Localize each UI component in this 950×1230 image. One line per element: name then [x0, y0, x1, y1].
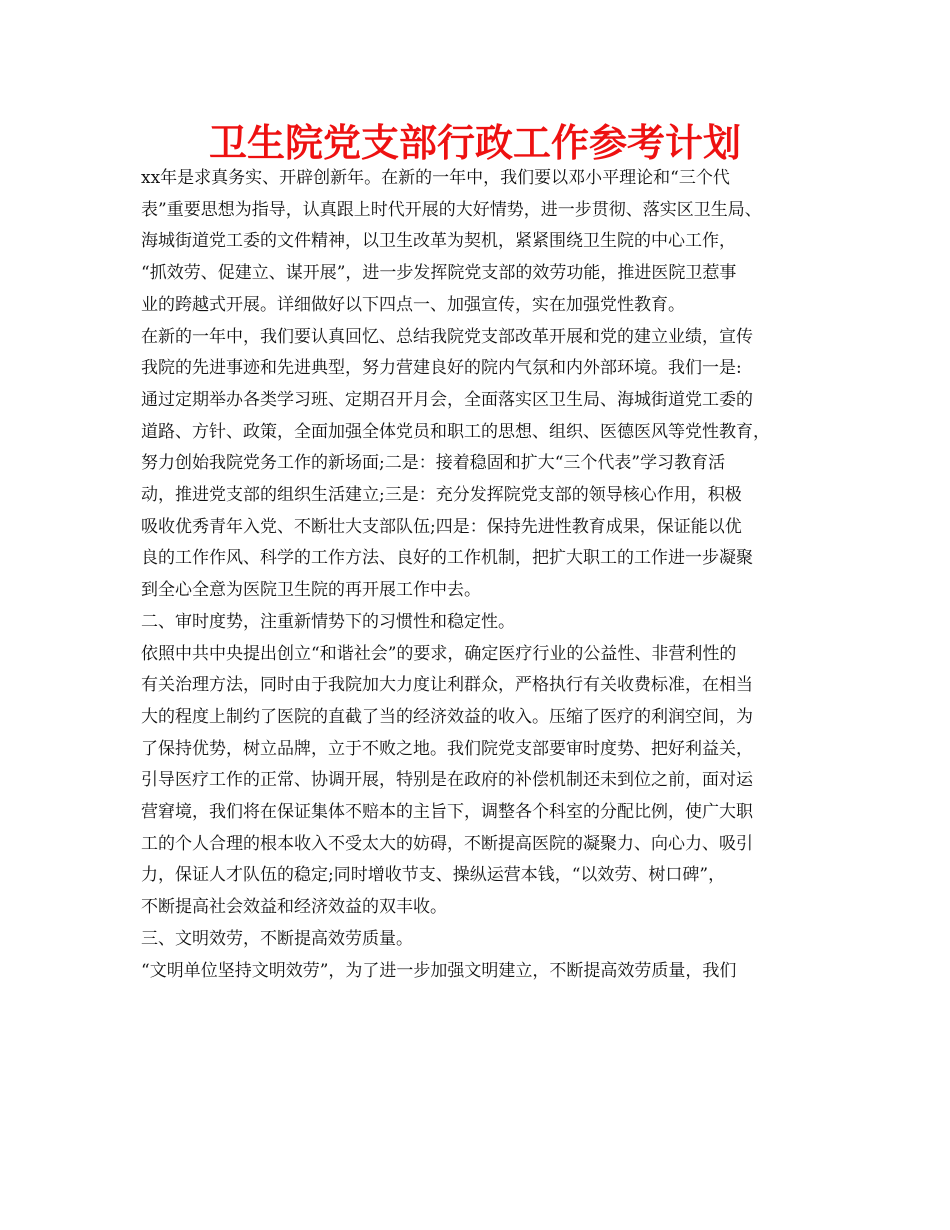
- paragraph-line: 表”重要思想为指导，认真跟上时代开展的大好情势，进一步贯彻、落实区卫生局、: [141, 199, 762, 220]
- paragraph-line: 到全心全意为医院卫生院的再开展工作中去。: [141, 580, 481, 601]
- paragraph-line: “抓效劳、促建立、谋开展”，进一步发挥院党支部的效劳功能，推进医院卫惹事: [141, 263, 737, 284]
- paragraph-line: “文明单位坚持文明效劳”，为了进一步加强文明建立，不断提高效劳质量，我们: [141, 960, 737, 981]
- paragraph-line: 道路、方针、政策，全面加强全体党员和职工的思想、组织、医德医风等党性教育，: [141, 421, 770, 442]
- paragraph-line: 努力创始我院党务工作的新场面;二是：接着稳固和扩大“三个代表”学习教育活: [141, 453, 726, 474]
- paragraph-line: 工的个人合理的根本收入不受太大的妨碍，不断提高医院的凝聚力、向心力、吸引: [141, 833, 753, 854]
- paragraph-line: 依照中共中央提出创立“和谐社会”的要求，确定医疗行业的公益性、非营利性的: [141, 643, 737, 664]
- paragraph-line: 了保持优势，树立品牌，立于不败之地。我们院党支部要审时度势、把好利益关，: [141, 738, 753, 759]
- paragraph-line: 二、审时度势，注重新情势下的习惯性和稳定性。: [141, 611, 515, 632]
- paragraph-line: 吸收优秀青年入党、不断壮大支部队伍;四是：保持先进性教育成果，保证能以优: [141, 516, 742, 537]
- paragraph-line: 通过定期举办各类学习班、定期召开月会，全面落实区卫生局、海城街道党工委的: [141, 389, 753, 410]
- document-title: 卫生院党支部行政工作参考计划: [208, 121, 741, 165]
- paragraph-line: 引导医疗工作的正常、协调开展，特别是在政府的补偿机制还未到位之前，面对运: [141, 770, 753, 791]
- paragraph-line: 我院的先进事迹和先进典型，努力营建良好的院内气氛和内外部环境。我们一是:: [141, 358, 742, 379]
- paragraph-line: 大的程度上制约了医院的直截了当的经济效益的收入。压缩了医疗的利润空间，为: [141, 706, 753, 727]
- paragraph-line: 有关治理方法，同时由于我院加大力度让利群众，严格执行有关收费标准，在相当: [141, 675, 753, 696]
- paragraph-line: 动，推进党支部的组织生活建立;三是：充分发挥院党支部的领导核心作用，积极: [141, 485, 742, 505]
- paragraph-line: 营窘境，我们将在保证集体不赔本的主旨下，调整各个科室的分配比例，使广大职: [141, 802, 753, 822]
- paragraph-line: xx年是求真务实、开辟创新年。在新的一年中，我们要以邓小平理论和“三个代: [141, 168, 730, 188]
- paragraph-line: 良的工作作风、科学的工作方法、良好的工作机制，把扩大职工的工作进一步凝聚: [141, 548, 753, 569]
- paragraph-line: 业的跨越式开展。详细做好以下四点一、加强宣传，实在加强党性教育。: [141, 294, 685, 315]
- paragraph-line: 不断提高社会效益和经济效益的双丰收。: [141, 897, 447, 918]
- paragraph-line: 三、文明效劳，不断提高效劳质量。: [141, 928, 413, 949]
- paragraph-line: 海城街道党工委的文件精神，以卫生改革为契机，紧紧围绕卫生院的中心工作，: [141, 231, 736, 252]
- paragraph-line: 在新的一年中，我们要认真回忆、总结我院党支部改革开展和党的建立业绩，宣传: [141, 326, 753, 347]
- paragraph-line: 力，保证人才队伍的稳定;同时增收节支、操纵运营本钱，“以效劳、树口碑”，: [141, 865, 726, 886]
